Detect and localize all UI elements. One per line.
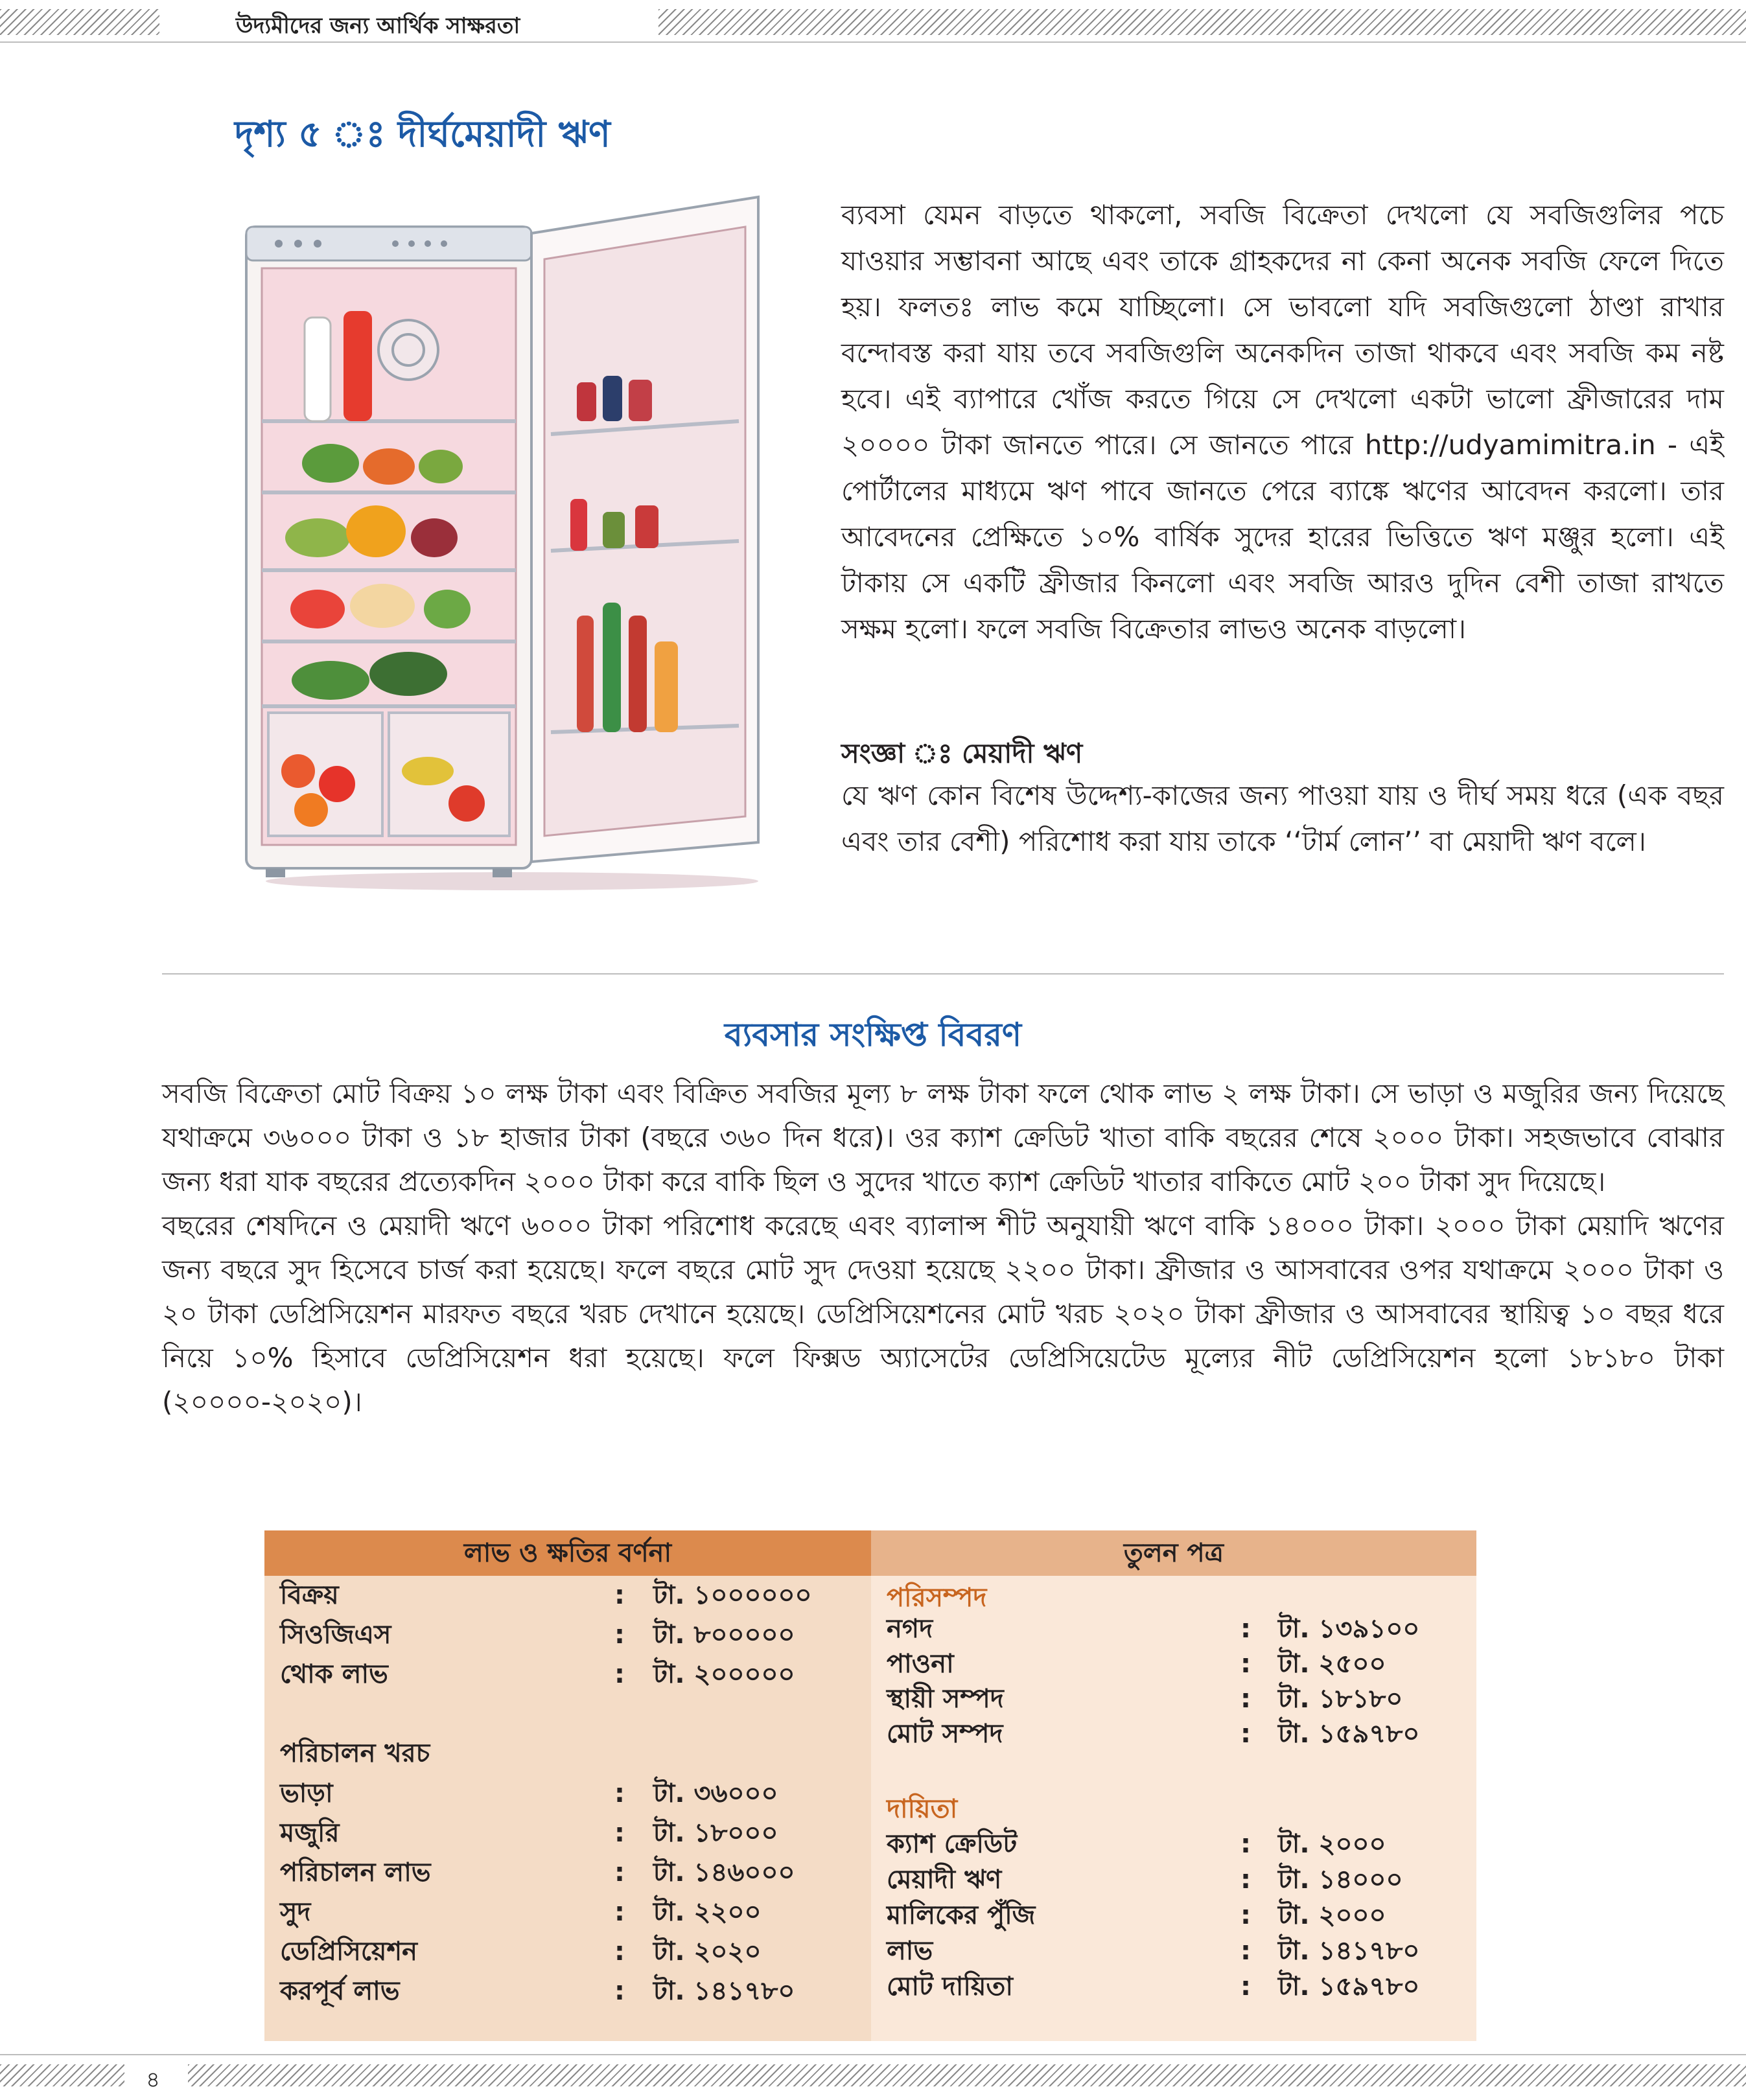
row-label: করপূর্ব লাভ	[280, 1976, 400, 2006]
row-separator: :	[1240, 1719, 1251, 1749]
row-value: টা. ১৩৯১০০	[1278, 1614, 1420, 1644]
table-row	[871, 1968, 1476, 2005]
row-label: নগদ	[887, 1614, 933, 1644]
row-value: টা. ৮০০০০০	[653, 1620, 795, 1650]
row-label: মোট দায়িতা	[887, 1972, 1013, 2002]
row-label: সুদ	[280, 1897, 311, 1927]
balance-sheet-title: তুলন পত্র	[871, 1530, 1476, 1576]
footer-hatch-left	[0, 2064, 124, 2086]
opex-heading	[264, 1735, 871, 1771]
running-title: উদ্যমীদের জন্য আর্থিক সাক্ষরতা	[236, 13, 520, 39]
row-separator: :	[614, 1858, 625, 1887]
row-value: টা. ১৪১৭৮০	[653, 1976, 795, 2006]
row-value: টা. ১৪৬০০০	[653, 1858, 795, 1887]
row-value: টা. ২০০০	[1278, 1900, 1386, 1930]
table-row	[264, 1775, 871, 1812]
table-row	[871, 1862, 1476, 1898]
section-divider	[162, 973, 1724, 975]
row-separator: :	[1240, 1865, 1251, 1895]
summary-text	[162, 1072, 1724, 1424]
header-hatch-left	[0, 9, 159, 35]
row-value: টা. ২৫০০	[1278, 1649, 1386, 1679]
definition-text: যে ঋণ কোন বিশেষ উদ্দেশ্য-কাজের জন্য পাওয়া যায় ও দীর্ঘ সময় ধরে (এক বছর এবং তার বেশী) পরিশোধ করা যায় তাকে ‘‘টার্ম লোন’’ বা মেয়াদী ঋণ বলে।	[841, 779, 1724, 857]
row-label: ডেপ্রিসিয়েশন	[280, 1937, 418, 1967]
row-separator: :	[614, 1976, 625, 2006]
liabilities-heading: দায়িতা	[887, 1794, 958, 1824]
scene-story: ব্যবসা যেমন বাড়তে থাকলো, সবজি বিক্রেতা দেখলো যে সবজিগুলির পচে যাওয়ার সম্ভাবনা আছে এবং তাকে গ্রাহকদের না কেনা অনেক সবজি ফেলে দিতে হয়। ফলতঃ লাভ কমে যাচ্ছিলো। সে ভাবলো যদি সবজিগুলো ঠাণ্ডা রাখার বন্দোবস্ত করা যায় তবে সবজিগুলি অনেকদিন তাজা থাকবে এবং সবজি কম নষ্ট হবে। এই ব্যাপারে খোঁজ করতে গিয়ে সে দেখলো একটা ভালো ফ্রীজারের দাম ২০০০০ টাকা জানতে পারে। সে জানতে পারে http://udyamimitra.in - এই পোর্টালের মাধ্যমে ঋণ পাবে জানতে পেরে ব্যাঙ্কে ঋণের আবেদন করলো। তার আবেদনের প্রেক্ষিতে ১০% বার্ষিক সুদের হারের ভিত্তিতে ঋণ মঞ্জুর হলো। এই টাকায় সে একটি ফ্রীজার কিনলো এবং সবজি আরও দুদিন বেশী তাজা রাখতে সক্ষম হলো। ফলে সবজি বিক্রেতার লাভও অনেক বাড়লো।	[841, 199, 1724, 645]
row-label: লাভ	[887, 1936, 933, 1966]
profit-loss-table	[264, 1530, 871, 2041]
balance-sheet-table	[871, 1530, 1476, 2041]
table-row	[871, 1933, 1476, 1969]
table-row	[264, 1973, 871, 2009]
row-label: মজুরি	[280, 1818, 340, 1848]
footer-hatch-right	[188, 2064, 1746, 2086]
assets-heading: পরিসম্পদ	[887, 1583, 987, 1613]
row-label: পাওনা	[887, 1649, 954, 1679]
summary-paragraph-1: সবজি বিক্রেতা মোট বিক্রয় ১০ লক্ষ টাকা এবং বিক্রিত সবজির মূল্য ৮ লক্ষ টাকা ফলে থোক লাভ ২ লক্ষ টাকা। সে ভাড়া ও মজুরির জন্য দিয়েছে যথাক্রমে ৩৬০০০ টাকা ও ১৮ হাজার টাকা (বছরে ৩৬০ দিন ধরে)। ওর ক্যাশ ক্রেডিট খাতা বাকি বছরের শেষে ২০০০ টাকা। সহজভাবে বোঝার জন্য ধরা যাক বছরের প্রত্যেকদিন ২০০০ টাকা করে বাকি ছিল ও সুদের খাতে ক্যাশ ক্রেডিট খাতার বাকিতে মোট ২০০ টাকা সুদ দিয়েছে।	[162, 1078, 1724, 1197]
row-value: টা. ১৮০০০	[653, 1818, 778, 1848]
row-label: থোক লাভ	[280, 1659, 388, 1689]
row-label: পরিচালন লাভ	[280, 1858, 431, 1887]
row-value: টা. ১৮১৮০	[1278, 1684, 1403, 1714]
row-separator: :	[614, 1897, 625, 1927]
row-value: টা. ১৫৯৭৮০	[1278, 1972, 1420, 2002]
row-separator: :	[1240, 1649, 1251, 1679]
table-row	[871, 1716, 1476, 1752]
table-row	[264, 1933, 871, 1970]
row-separator: :	[1240, 1614, 1251, 1644]
row-separator: :	[1240, 1936, 1251, 1966]
profit-loss-title: লাভ ও ক্ষতির বর্ণনা	[264, 1530, 871, 1576]
table-row	[264, 1894, 871, 1930]
row-separator: :	[1240, 1972, 1251, 2002]
table-row	[264, 1854, 871, 1891]
table-row	[871, 1611, 1476, 1647]
table-row	[264, 1577, 871, 1613]
table-row	[264, 1656, 871, 1692]
row-label: মেয়াদী ঋণ	[887, 1865, 1002, 1895]
row-value: টা. ১৪০০০	[1278, 1865, 1403, 1895]
row-separator: :	[614, 1937, 625, 1967]
row-separator: :	[1240, 1829, 1251, 1859]
table-row	[871, 1681, 1476, 1717]
row-value: টা. ৩৬০০০	[653, 1779, 778, 1808]
row-value: টা. ১৫৯৭৮০	[1278, 1719, 1420, 1749]
table-row	[264, 1617, 871, 1653]
row-separator: :	[614, 1818, 625, 1848]
row-separator: :	[1240, 1900, 1251, 1930]
row-separator: :	[1240, 1684, 1251, 1714]
table-row	[871, 1897, 1476, 1933]
row-label: সিওজিএস	[280, 1620, 391, 1650]
row-value: টা. ২০২০	[653, 1937, 762, 1967]
header-rule	[0, 41, 1746, 43]
definition-heading: সংজ্ঞা ঃ মেয়াদী ঋণ	[841, 737, 1083, 769]
row-separator: :	[614, 1779, 625, 1808]
opex-heading-label: পরিচালন খরচ	[280, 1738, 430, 1768]
row-label: বিক্রয়	[280, 1580, 339, 1610]
row-label: মোট সম্পদ	[887, 1719, 1003, 1749]
row-label: স্থায়ী সম্পদ	[887, 1684, 1004, 1714]
row-label: ভাড়া	[280, 1779, 333, 1808]
row-label: ক্যাশ ক্রেডিট	[887, 1829, 1018, 1859]
row-label: মালিকের পুঁজি	[887, 1900, 1036, 1930]
summary-heading: ব্যবসার সংক্ষিপ্ত বিবরণ	[724, 1016, 1022, 1054]
table-row	[871, 1826, 1476, 1862]
header-hatch-right	[658, 9, 1746, 35]
refrigerator-illustration	[240, 188, 784, 894]
scene-title: দৃশ্য ৫ ঃ দীর্ঘমেয়াদী ঋণ	[235, 113, 611, 156]
summary-paragraph-2: বছরের শেষদিনে ও মেয়াদী ঋণে ৬০০০ টাকা পরিশোধ করেছে এবং ব্যালান্স শীট অনুযায়ী ঋণে বাকি ১৪০০০ টাকা। ২০০০ টাকা মেয়াদি ঋণের জন্য বছরে সুদ হিসেবে চার্জ করা হয়েছে। ফলে বছরে মোট সুদ দেওয়া হয়েছে ২২০০ টাকা। ফ্রীজার ও আসবাবের ওপর যথাক্রমে ২০০০ টাকা ও ২০ টাকা ডেপ্রিসিয়েশন মারফত বছরে খরচ দেখানে হয়েছে। ডেপ্রিসিয়েশনের মোট খরচ ২০২০ টাকা ফ্রীজার ও আসবাবের স্থায়িত্ব ১০ বছর ধরে নিয়ে ১০% হিসাবে ডেপ্রিসিয়েশন ধরা হয়েছে। ফলে ফিক্সড অ্যাসেটের ডেপ্রিসিয়েটেড মূল্যের নীট ডেপ্রিসিয়েশন হলো ১৮১৮০ টাকা (২০০০০-২০২০)।	[162, 1210, 1724, 1418]
row-value: টা. ২০০০	[1278, 1829, 1386, 1859]
row-separator: :	[614, 1620, 625, 1650]
row-separator: :	[614, 1580, 625, 1610]
row-value: টা. ১০০০০০০	[653, 1580, 812, 1610]
table-row	[871, 1646, 1476, 1682]
row-value: টা. ১৪১৭৮০	[1278, 1936, 1420, 1966]
row-separator: :	[614, 1659, 625, 1689]
page-number: ৪	[146, 2067, 161, 2093]
row-value: টা. ২২০০	[653, 1897, 762, 1927]
row-value: টা. ২০০০০০	[653, 1659, 795, 1689]
footer-rule	[0, 2054, 1746, 2055]
table-row	[264, 1815, 871, 1851]
